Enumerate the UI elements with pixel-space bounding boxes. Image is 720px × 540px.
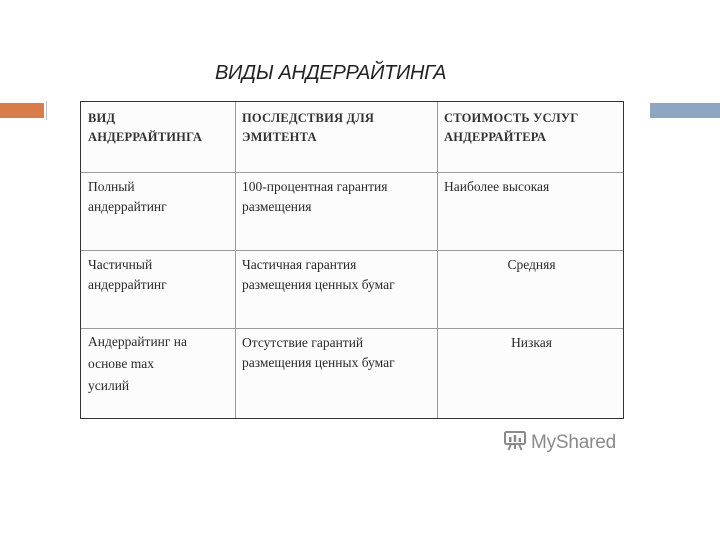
row-divider [81, 328, 623, 329]
row-divider [81, 250, 623, 251]
table-cell: Наиболее высокая [444, 179, 550, 194]
column-divider [235, 102, 236, 418]
header-cell-type: ВИД АНДЕРРАЙТИНГА [88, 111, 203, 144]
row-divider [81, 172, 623, 173]
myshared-watermark [503, 428, 616, 457]
header-cell-cost: СТОИМОСТЬ УСЛУГ АНДЕРРАЙТЕРА [444, 111, 579, 144]
slide-title: ВИДЫ АНДЕРРАЙТИНГА [215, 62, 447, 84]
table-cell: Частичная гарантия размещения ценных бумаг [242, 257, 395, 292]
accent-bar-right [650, 103, 720, 118]
myshared-logo-icon [503, 428, 527, 457]
table-cell: Средняя [507, 257, 556, 272]
header-cell-consequences: ПОСЛЕДСТВИЯ ДЛЯ ЭМИТЕНТА [242, 111, 375, 144]
accent-divider-left [46, 101, 47, 120]
underwriting-table [80, 101, 624, 419]
table-cell: Частичный андеррайтинг [88, 257, 167, 292]
watermark-text: MyShared [531, 431, 616, 453]
table-cell: Отсутствие гарантий размещения ценных бумаг [242, 335, 395, 370]
table-cell: Низкая [511, 335, 552, 350]
table-cell: Полный андеррайтинг [88, 179, 167, 214]
accent-bar-left [0, 103, 44, 118]
table-cell: Андеррайтинг на основе max усилий [88, 334, 188, 393]
table-cell: 100-процентная гарантия размещения [242, 179, 388, 214]
